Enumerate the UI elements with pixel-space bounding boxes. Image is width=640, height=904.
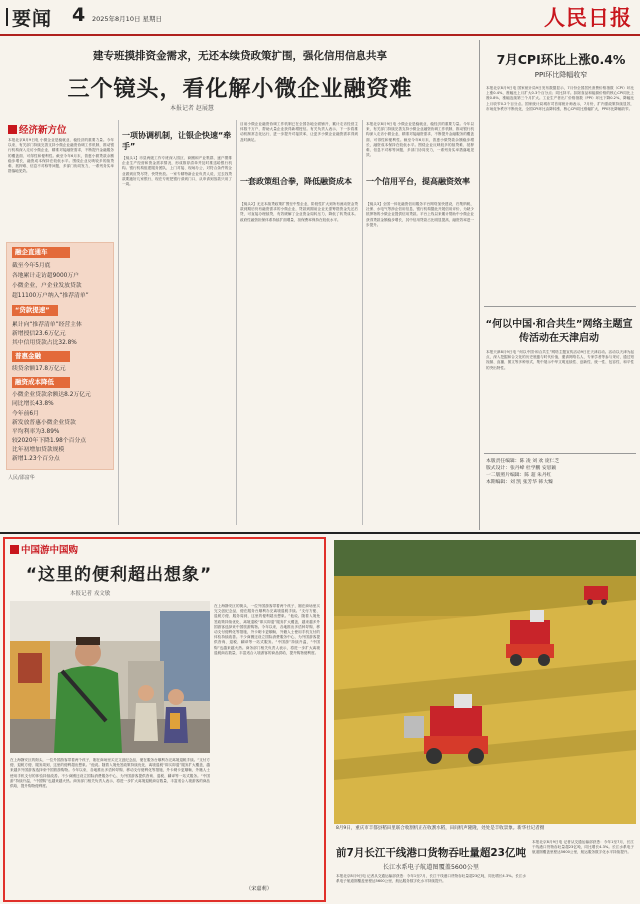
lead-kicker: 建专班摸排资金需求，无还本续贷政策扩围，强化信用信息共享 xyxy=(93,50,387,62)
sidebox-credit: 人民/邵富华 xyxy=(8,475,35,481)
sidebox-line: 各地累计走访超9000万户 xyxy=(12,273,79,279)
section-label: 经济新方位 xyxy=(8,122,67,136)
sidebox-highlight: “贷款提速” xyxy=(12,305,58,316)
port-body: 本报北京8月9日电 记者从交通运输部获悉：今年1至7月，长江干线港口货物吞吐量超23亿吨，同比增长4.3%。长江水系电子航道图覆盖里程达5600公里，航运服务数字化水平持续提升。 xyxy=(336,874,526,884)
tianjin-headline: “何以中国·和合共生”网络主题宣传活动在天津启动 xyxy=(485,319,633,344)
sidebox-line: 平均利率为3.89% xyxy=(12,429,60,435)
cpi-subhead: PPI环比降幅收窄 xyxy=(534,71,588,79)
masthead xyxy=(0,0,640,36)
lead-headline: 三个镜头，看化解小微企业融资难 xyxy=(67,77,413,102)
credit-line: 版式设计：张丹峰 杜学鹏 安思颖 xyxy=(486,466,557,471)
newspaper-logo: 人民日报 xyxy=(544,5,632,30)
divider xyxy=(484,453,636,454)
sidebox-title-2: 普惠金融 xyxy=(12,351,70,362)
section-name: 要闻 xyxy=(12,8,53,30)
sidebox-line: 同比增长43.8% xyxy=(12,401,54,407)
subhead-1: 一项协调机制，让银企快速“牵手” xyxy=(122,131,232,151)
square-icon xyxy=(10,545,19,554)
column-label: 中国游中国购 xyxy=(10,542,78,556)
sidebox-line: 比年初增加贷款规模 xyxy=(12,447,65,453)
sidebox-line: 其中信用贷款占比32.8% xyxy=(12,340,77,346)
sidebox-line: 小微企业，户企业发放贷款 xyxy=(12,283,82,289)
lead-body-col4-top: 本报北京8月9日电 小微企业是稳就业、稳经济的重要力量。今年以来，有关部门持续完善支持小微企业融资协调工作机制，推动银行机构深入走访小微企业，精准对接融资需求，不断提升金融服务的覆盖面、可得性和便利性。截至今年6月末，普惠小微贷款余额稳步增长，融资成本保持在较低水平。围绕企业反映较多的续贷难、抵押难、信息不对称等问题，多部门协同发力，一系列务实举措落地见效。 xyxy=(366,122,474,158)
stats-sidebox xyxy=(6,242,114,470)
shopping-body-col-left: 在上海静安区的街头，一位外国游客带着两个孩子，刚在商场里买完文创纪念品，便在服务台顺利办完离境退税手续。“支付方便、退税方便、服务周到，这里的便利超出想象。”他说。随着入境免签政策持续优化、离境退税“即买即退”服务扩大覆盖，越来越多外国游客选择来中国旅游购物。今年以来，各地推出多语种导购、移动支付便利化等措施，外卡刷卡更顺畅，外籍人士使用手机支付的体验持续改善。不少商圈还设立国际消费服务中心，为外国游客提供咨询、退税、翻译等一站式服务。“中国游”持续升温，“中国购”也越来越火热。商务部门相关负责人表示，将进一步扩大离境退税商店数量，丰富适合入境游客的商品供给，提升购物便利度。 xyxy=(10,758,210,789)
section-rule xyxy=(0,532,640,534)
column-rule xyxy=(362,120,363,525)
credit-line: 本期编辑：刘 凯 张芳华 韩大臻 xyxy=(486,480,553,485)
port-body-col2: 本报北京8月9日电 记者从交通运输部获悉：今年1至7月，长江干线港口货物吞吐量超23亿吨，同比增长4.3%。长江水系电子航道图覆盖里程达5600公里，航运服务数字化水平持续提升。 xyxy=(532,840,634,855)
shopping-headline: “这里的便利超出想象” xyxy=(25,565,213,585)
right-rail-rule xyxy=(479,40,480,530)
shopping-byline: 本报记者 戎文敏 xyxy=(70,591,111,597)
lead-body-col1: 本报北京8月9日电 小微企业是稳就业、稳经济的重要力量。今年以来，有关部门持续完善支持小微企业融资协调工作机制，推动银行机构深入走访小微企业，精准对接融资需求，不断提升金融服务的覆盖面、可得性和便利性。截至今年6月末，普惠小微贷款余额稳步增长，融资成本保持在较低水平。围绕企业反映较多的续贷难、抵押难、信息不对称等问题，多部门协同发力，一系列务实举措落地见效。 xyxy=(8,138,114,174)
sidebox-line: 累计向“推荐清单”经营主体 xyxy=(12,322,82,328)
rice-harvest-photo xyxy=(334,540,636,824)
sidebox-line: 小微企业贷款余额达8.2万亿元 xyxy=(12,392,91,398)
sidebox-line: 今年前6月 xyxy=(12,411,39,417)
column-rule xyxy=(236,120,237,525)
credit-line: 本版责任编辑：陈 凌 刘 欢 庞仁芝 xyxy=(486,459,560,464)
cpi-headline: 7月CPI环比上涨0.4% xyxy=(496,52,626,67)
sidebox-line: 截至今年5月底 xyxy=(12,263,51,269)
section-bar xyxy=(6,8,8,26)
lead-byline: 本报记者 赵展慧 xyxy=(170,105,214,112)
column-rule xyxy=(118,120,119,525)
sidebox-line: 新增1.23个百分点 xyxy=(12,456,60,462)
subhead-3: 一个信用平台，提高融资效率 xyxy=(366,177,470,186)
lead-body-col3: 【镜头2】无还本续贷政策扩围至中型企业，阶段性扩大到所有流动资金贷款到期后仍有融资需求的小微企业，贷款到期前企业无需筹措资金先还后贷，可直接办理续贷，有效缓解了企业资金周转压力，降低了转贷成本。政府性融资担保体系持续扩面增量，担保费率保持在较低水平。 xyxy=(240,202,358,222)
sidebox-line: 新发放普惠小微企业贷款 xyxy=(12,420,76,426)
harvest-caption: 8月9日，重庆市丰都县稻田里联合收割机正在收割水稻，田间机声隆隆，处处是丰收景象。新华社记者摄 xyxy=(336,826,545,831)
publish-date: 2025年8月10日 星期日 xyxy=(92,15,163,23)
lead-body-col4: 【镜头3】全国一体化融资信用服务平台网络加快建设，归集纳税、社保、水电气等涉企信用信息，银行机构据此开展信用评价，为缺少抵押物的小微企业提供信用贷款。平台上线以来累计帮助中小微企业获得贷款金额稳步增长，其中信用贷款占比明显提高，融资效率进一步提升。 xyxy=(366,202,474,227)
sidebox-title-3: 融资成本降低 xyxy=(12,377,70,388)
subhead-2: 一套政策组合拳，降低融资成本 xyxy=(240,177,352,186)
port-subhead: 长江水系电子航道图覆盖5600公里 xyxy=(382,864,480,871)
square-icon xyxy=(8,125,17,134)
tianjin-body: 本报天津8月9日电 “何以中国·和合共生”网络主题宣传活动9日在天津启动。活动以天津为起点，深入挖掘和合文化的历史底蕴与时代价值，邀请网络名人、专家学者等参与采访，通过短视频、直播、图文等多种形式，集中展示中华文明连续性、创新性、统一性、包容性、和平性的突出特性。 xyxy=(486,350,634,370)
lead-body-col3-top: 目前小微企业融资协调工作机制已在全国各地全面铺开，累计走访经营主体数千万户，帮助大量企业获得新增授信。有关负责人表示，下一步将推动机制常态化运行，进一步提升对接效率，让更多小微企业融资需求得到及时满足。 xyxy=(240,122,358,142)
divider xyxy=(484,306,636,307)
shopping-body-col-right: 在上海静安区的街头，一位外国游客带着两个孩子，刚在商场里买完文创纪念品，便在服务台顺利办完离境退税手续。“支付方便、退税方便、服务周到，这里的便利超出想象。”他说。随着入境免签政策持续优化、离境退税“即买即退”服务扩大覆盖，越来越多外国游客选择来中国旅游购物。今年以来，各地推出多语种导购、移动支付便利化等措施，外卡刷卡更顺畅，外籍人士使用手机支付的体验持续改善。不少商圈还设立国际消费服务中心，为外国游客提供咨询、退税、翻译等一站式服务。“中国游”持续升温，“中国购”也越来越火热。商务部门相关负责人表示，将进一步扩大离境退税商店数量，丰富适合入境游客的商品供给，提升购物便利度。 xyxy=(214,604,320,655)
page-number: 4 xyxy=(72,4,86,26)
sidebox-line: 超11100万户纳入“推荐清单” xyxy=(12,293,89,299)
lead-body-col2: 【镜头1】市县两级工作专班深入园区、商圈和产业集群，逐户摸排企业生产经营和资金需求情况，形成推荐清单并及时推送给银行机构。银行机构组建服务团队，上门对接、现场办公，对符合条件的企业做到应贷尽贷、快贷快放。一家专精特新企业负责人说，过去找贷款要跑好几家银行，现在专班把银行请到门口，从申请到放款只用了一周。 xyxy=(122,156,232,187)
credit-line: 一二版照片编辑：陈 超 朱丹红 xyxy=(486,473,552,478)
sidebox-line: 续贷余额17.8万亿元 xyxy=(12,366,66,372)
shopping-editor: （宋嘉莉） xyxy=(246,886,272,892)
tourist-family-photo xyxy=(10,601,210,753)
editor-credits xyxy=(486,458,632,486)
sidebox-line: 较2020年下降1.98个百分点 xyxy=(12,438,87,444)
sidebox-line: 新增授信23.6万亿元 xyxy=(12,331,66,337)
sidebox-title-1: 融企直通车 xyxy=(12,247,70,258)
cpi-body: 本报北京8月9日电 国家统计局9日发布数据显示，7月份全国居民消费价格指数（CPI）环比上涨0.4%，涨幅比上月扩大0.3个百分点；同比持平。扣除食品和能源价格的核心CPI同比上涨0.8%，涨幅连续第三个月扩大。工业生产者出厂价格指数（PPI）环比下降0.2%，降幅比上月收窄0.2个百分点。国家统计局城市司首席统计师表示，7月份，扩内需政策持续显效，市场竞争秩序不断优化，全国CPI环比由降转涨，核心CPI同比涨幅扩大，PPI环比降幅收窄。 xyxy=(486,86,634,111)
port-headline: 前7月长江干线港口货物吞吐量超23亿吨 xyxy=(336,847,526,859)
